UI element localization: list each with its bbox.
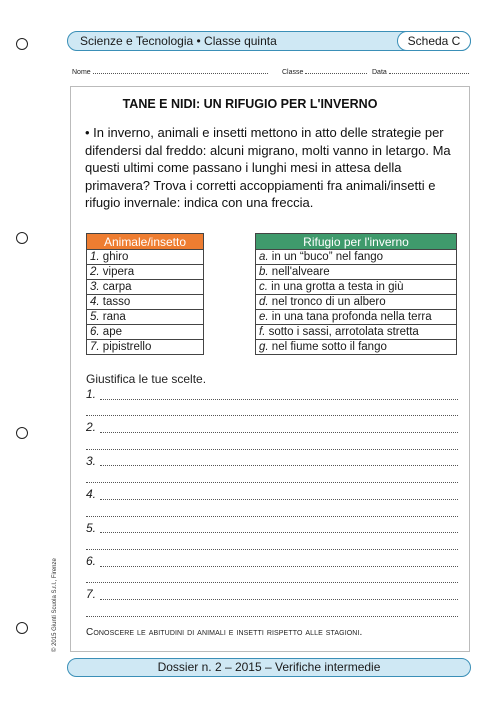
answer-line[interactable]	[86, 469, 458, 486]
animal-number: 2.	[90, 265, 100, 278]
answer-line[interactable]	[86, 570, 458, 587]
refuge-row	[256, 295, 457, 310]
class-label: Classe	[282, 69, 304, 76]
refuge-number: a.	[259, 250, 269, 263]
date-label: Data	[372, 69, 387, 76]
refuge-number: g.	[259, 340, 269, 353]
refuge-text: sotto i sassi, arrotolata stretta	[268, 325, 419, 338]
refuge-text: nel fiume sotto il fango	[271, 340, 387, 353]
refuge-row	[256, 280, 457, 295]
animal-text: ghiro	[102, 250, 129, 263]
animal-text: vipera	[102, 265, 135, 278]
instructions-text: • In inverno, animali e insetti mettono in atto delle strategie per difendersi dal freddo: alcuni migrano, molti vanno in letargo. Ma questi ultimi come passano i lunghi mesi in attesa della primavera? Trova i corretti accoppiamenti fra animali/insetti e rifugio invernale: indica con una freccia.	[85, 125, 451, 210]
answer-number: 7.	[86, 587, 97, 602]
animal-cell	[87, 295, 204, 310]
copyright-note: © 2015 Giunti Scuola S.r.l., Firenze	[52, 558, 58, 652]
binder-hole-top	[16, 38, 28, 50]
refuges-header: Rifugio per l'inverno	[256, 234, 457, 250]
refuge-text: nel tronco di un albero	[271, 295, 386, 308]
answer-line[interactable]	[86, 520, 458, 537]
animal-text: carpa	[102, 280, 132, 293]
animal-number: 5.	[90, 310, 100, 323]
answer-number: 5.	[86, 520, 97, 535]
answer-number: 6.	[86, 553, 97, 568]
animal-row	[87, 280, 204, 295]
refuge-number: e.	[259, 310, 269, 323]
animal-row	[87, 250, 204, 265]
answer-line[interactable]	[86, 419, 458, 436]
answer-line[interactable]	[86, 436, 458, 453]
animal-number: 7.	[90, 340, 100, 353]
animal-cell	[87, 340, 204, 355]
animal-text: rana	[102, 310, 126, 323]
answer-line[interactable]	[86, 553, 458, 570]
answer-lines	[86, 386, 458, 620]
refuge-row	[256, 250, 457, 265]
refuge-row	[256, 265, 457, 280]
learning-objective: Conoscere le abitudini di animali e insetti rispetto alle stagioni.	[86, 627, 363, 638]
name-field[interactable]	[72, 67, 268, 76]
answer-line[interactable]	[86, 536, 458, 553]
refuge-cell	[256, 265, 457, 280]
worksheet-tab: Scheda C	[397, 31, 471, 51]
answer-number: 4.	[86, 487, 97, 502]
class-field[interactable]	[282, 67, 367, 76]
date-field[interactable]	[372, 67, 469, 76]
refuge-cell	[256, 250, 457, 265]
animal-row	[87, 295, 204, 310]
animal-row	[87, 310, 204, 325]
animal-cell	[87, 250, 204, 265]
animal-cell	[87, 325, 204, 340]
answer-line[interactable]	[86, 603, 458, 620]
binder-hole-bottom	[16, 622, 28, 634]
answer-line[interactable]	[86, 386, 458, 403]
animal-text: ape	[102, 325, 122, 338]
animal-row	[87, 325, 204, 340]
refuge-text: nell'alveare	[271, 265, 330, 278]
refuges-table	[255, 233, 457, 355]
name-label: Nome	[72, 69, 91, 76]
animal-cell	[87, 280, 204, 295]
refuge-text: in una tana profonda nella terra	[271, 310, 432, 323]
refuge-cell	[256, 340, 457, 355]
animal-text: tasso	[102, 295, 131, 308]
refuge-row	[256, 340, 457, 355]
animal-number: 4.	[90, 295, 100, 308]
justify-label: Giustifica le tue scelte.	[86, 372, 207, 386]
answer-number: 1.	[86, 387, 97, 401]
header-bar	[67, 31, 471, 51]
refuge-row	[256, 310, 457, 325]
animals-table	[86, 233, 204, 355]
refuge-cell	[256, 325, 457, 340]
answer-line[interactable]	[86, 503, 458, 520]
animal-text: pipistrello	[102, 340, 152, 353]
animal-cell	[87, 310, 204, 325]
animal-cell	[87, 265, 204, 280]
refuge-row	[256, 325, 457, 340]
refuge-number: c.	[259, 280, 268, 293]
refuge-cell	[256, 310, 457, 325]
refuge-number: d.	[259, 295, 269, 308]
animals-header: Animale/insetto	[87, 234, 204, 250]
refuge-number: f.	[259, 325, 266, 338]
answer-line[interactable]	[86, 453, 458, 470]
animal-number: 1.	[90, 250, 100, 263]
refuge-cell	[256, 295, 457, 310]
footer-bar: Dossier n. 2 – 2015 – Verifiche intermedie	[67, 658, 471, 677]
worksheet-title: TANE E NIDI: UN RIFUGIO PER L'INVERNO	[122, 97, 378, 111]
answer-number: 2.	[86, 420, 97, 435]
answer-line[interactable]	[86, 486, 458, 503]
answer-line[interactable]	[86, 586, 458, 603]
answer-line[interactable]	[86, 403, 458, 420]
subject-title: Scienze e Tecnologia • Classe quinta	[80, 34, 277, 48]
answer-number: 3.	[86, 453, 97, 468]
animal-number: 6.	[90, 325, 100, 338]
animal-number: 3.	[90, 280, 100, 293]
refuge-text: in una grotta a testa in giù	[271, 280, 404, 293]
animal-row	[87, 265, 204, 280]
refuge-number: b.	[259, 265, 269, 278]
refuge-cell	[256, 280, 457, 295]
animal-row	[87, 340, 204, 355]
refuge-text: in un “buco” nel fango	[271, 250, 384, 263]
binder-hole-lower	[16, 427, 28, 439]
binder-hole-upper	[16, 232, 28, 244]
